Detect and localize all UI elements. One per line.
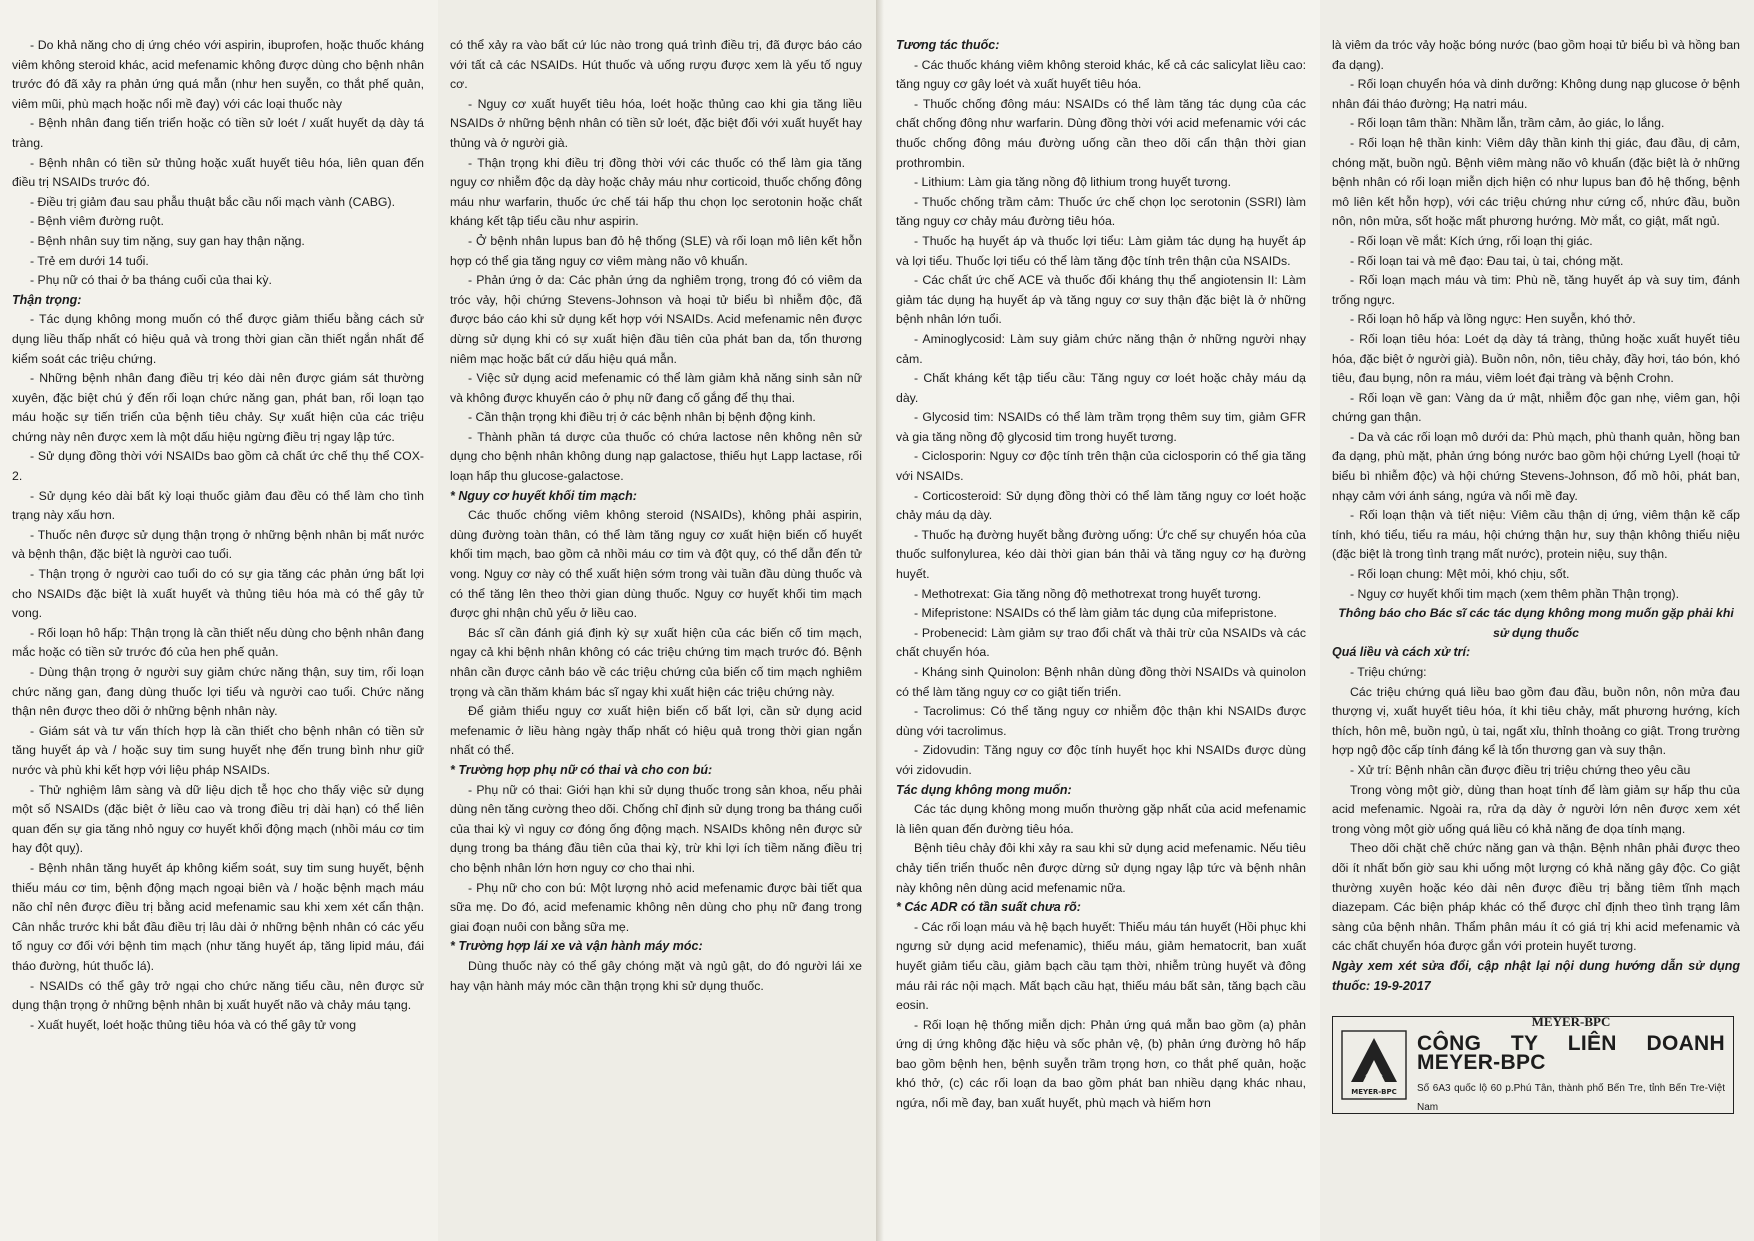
paragraph: - Bệnh nhân đang tiến triển hoặc có tiền sử loét / xuất huyết dạ dày tá tràng. bbox=[12, 116, 424, 150]
paragraph: - Rối loạn hô hấp: Thận trọng là cần thiết nếu dùng cho bệnh nhân đang mắc hoặc có tiền sử trước đó của hen phế quản. bbox=[12, 625, 424, 660]
paragraph: - Rối loạn tai và mê đạo: Đau tai, ù tai, chóng mặt. bbox=[1350, 253, 1624, 268]
paragraph: - Glycosid tim: NSAIDs có thể làm trầm trọng thêm suy tim, giảm GFR và gia tăng nồng độ glycosid tim trong huyết tương. bbox=[896, 410, 1306, 444]
paragraph: - Ở bệnh nhân lupus ban đỏ hệ thống (SLE) và rối loạn mô liên kết hỗn hợp có thể gia tăng nguy cơ viêm màng não vô khuẩn. bbox=[450, 233, 862, 268]
paragraph: - Nguy cơ huyết khối tim mạch (xem thêm phần Thận trọng). bbox=[1350, 586, 1680, 601]
paragraph: - Nguy cơ xuất huyết tiêu hóa, loét hoặc thủng cao khi gia tăng liều NSAIDs ở những bệnh nhân có tiền sử loét, đặc biệt đối với xuất huyết hay thủng và ở người già. bbox=[450, 96, 862, 150]
paragraph: - Rối loạn mạch máu và tim: Phù nề, tăng huyết áp và suy tim, đánh trống ngực. bbox=[1332, 273, 1740, 307]
paragraph: - Phụ nữ có thai ở ba tháng cuối của thai kỳ. bbox=[30, 273, 272, 288]
paragraph: - Methotrexat: Gia tăng nồng độ methotrexat trong huyết tương. bbox=[914, 586, 1262, 601]
paragraph: - Ciclosporin: Nguy cơ độc tính trên thận của ciclosporin có thể gia tăng với NSAIDs. bbox=[896, 449, 1306, 484]
paragraph: - Chất kháng kết tập tiểu cầu: Tăng nguy cơ loét hoặc chảy máu dạ dày. bbox=[896, 371, 1306, 405]
paragraph: - Rối loạn về gan: Vàng da ứ mật, nhiễm độc gan nhẹ, viêm gan, hội chứng gan thận. bbox=[1332, 390, 1740, 425]
paragraph: - Phụ nữ cho con bú: Một lượng nhỏ acid mefenamic được bài tiết qua sữa mẹ. Do đó, acid mefenamic không nên dùng cho phụ nữ đang trong giai đoạn nuôi con bằng sữa mẹ. bbox=[450, 880, 862, 934]
column-2 bbox=[438, 0, 876, 1241]
paragraph: - Bệnh nhân có tiền sử thủng hoặc xuất huyết tiêu hóa, liên quan đến điều trị NSAIDs trước đó. bbox=[12, 155, 424, 190]
section-heading: * Các ADR có tần suất chưa rõ: bbox=[896, 900, 1081, 915]
paragraph: Bác sĩ cần đánh giá định kỳ sự xuất hiện của các biến cố tim mạch, ngay cả khi bệnh nhân không có các triệu chứng tim mạch trước đó. Bệnh nhân cần được cảnh báo về các triệu chứng của biến cố tim mạch nghiêm trọng và cần thăm khám bác sĩ ngay khi xuất hiện các triệu chứng này. bbox=[450, 625, 862, 699]
paragraph: - Bệnh nhân tăng huyết áp không kiểm soát, suy tim sung huyết, bệnh thiếu máu cơ tim, bệnh động mạch ngoại biên và / hoặc bệnh mạch máu não chỉ nên được điều trị bằng acid mefenamic sau khi xem xét cẩn thận. Cân nhắc trước khi bắt đầu điều trị lâu dài ở những bệnh nhân có các yếu tố nguy cơ đối với bệnh tim mạch (như tăng huyết áp, tăng lipid máu, đái tháo đường, hút thuốc lá). bbox=[12, 860, 424, 973]
paragraph: - Thử nghiệm lâm sàng và dữ liệu dịch tễ học cho thấy việc sử dụng một số NSAIDs (đặc biệt ở liều cao và trong điều trị dài hạn) có thể liên quan đến sự gia tăng nhỏ nguy cơ huyết khối động mạch (nhồi máu cơ tim hay đột quỵ). bbox=[12, 782, 424, 856]
paragraph: - Tác dụng không mong muốn có thể được giảm thiểu bằng cách sử dụng liều thấp nhất có hiệu quả và trong thời gian cần thiết ngắn nhất để kiểm soát các triệu chứng. bbox=[12, 312, 424, 366]
section-heading: Tác dụng không mong muốn: bbox=[896, 782, 1072, 797]
paragraph: - Cần thận trọng khi điều trị ở các bệnh nhân bị bệnh động kinh. bbox=[468, 410, 816, 425]
column-4-text bbox=[1332, 36, 1740, 996]
paragraph: là viêm da tróc vảy hoặc bóng nước (bao gồm hoại tử biểu bì và hồng ban đa dạng). bbox=[1332, 38, 1740, 72]
paragraph: - Tacrolimus: Có thể tăng nguy cơ nhiễm độc thận khi NSAIDs được dùng với tacrolimus. bbox=[896, 704, 1306, 738]
paragraph: - Phụ nữ có thai: Giới hạn khi sử dụng thuốc trong sản khoa, nếu phải dùng nên tăng cường theo dõi. Chống chỉ định sử dụng trong ba tháng cuối của thai kỳ vì nguy cơ đóng ống động mạch. NSAIDs không nên được sử dụng trong ba tháng đầu tiên của thai kỳ, trừ khi lợi ích tiềm năng điều trị cho bệnh nhân lớn hơn nguy cơ cho thai nhi. bbox=[450, 782, 862, 875]
paragraph: - Thận trọng ở người cao tuổi do có sự gia tăng các phản ứng bất lợi cho NSAIDs đặc biệt là xuất huyết và thủng tiêu hóa mà có thể gây tử vong. bbox=[12, 567, 424, 621]
brand-name: MEYER-BPC bbox=[1531, 1014, 1611, 1030]
paragraph: - Xử trí: Bệnh nhân cần được điều trị triệu chứng theo yêu cầu bbox=[1350, 762, 1691, 777]
paragraph: - Các rối loạn máu và hệ bạch huyết: Thiếu máu tán huyết (Hồi phục khi ngưng sử dụng acid mefenamic), thiếu máu, giảm hematocrit, ban xuất huyết giảm tiểu cầu, giảm bạch cầu tạm thời, nhiễm trùng huyết và đông máu rải rác nội mạch. Mất bạch cầu hạt, thiếu máu bất sản, tăng bạch cầu eosin. bbox=[896, 919, 1306, 1013]
paragraph: - Thuốc hạ đường huyết bằng đường uống: Ức chế sự chuyển hóa của thuốc sulfonylurea, kéo dài thời gian bán thải và tăng nguy cơ hạ đường huyết. bbox=[896, 527, 1306, 582]
section-heading: Ngày xem xét sửa đổi, cập nhật lại nội dung hướng dẫn sử dụng thuốc: 19-9-2017 bbox=[1332, 958, 1740, 993]
company-name: CÔNG TY LIÊN DOANH MEYER-BPC bbox=[1417, 1031, 1725, 1075]
paragraph: Để giảm thiểu nguy cơ xuất hiện biến cố bất lợi, cần sử dụng acid mefenamic ở liều hàng ngày thấp nhất có hiệu quả trong thời gian ngắn nhất có thể. bbox=[450, 704, 862, 758]
paragraph: - Aminoglycosid: Làm suy giảm chức năng thận ở những người nhạy cảm. bbox=[896, 331, 1306, 366]
paragraph: - Da và các rối loạn mô dưới da: Phù mạch, phù thanh quản, hồng ban đa dạng, phù mặt, phản ứng bóng nước bao gồm hội chứng Lyell (hoại tử biểu bì nhiễm độc) và hội chứng Stevens-Johnson, đổ mồ hôi, phát ban, nhạy cảm với ánh sáng, ngứa và nổi mề đay. bbox=[1332, 429, 1740, 503]
paragraph: - Kháng sinh Quinolon: Bệnh nhân dùng đồng thời NSAIDs và quinolon có thể làm tăng nguy cơ co giật tiến triển. bbox=[896, 665, 1306, 699]
column-1 bbox=[0, 0, 438, 1241]
section-heading: * Nguy cơ huyết khối tim mạch: bbox=[450, 488, 637, 503]
paragraph: - Sử dụng kéo dài bất kỳ loại thuốc giảm đau đều có thể làm cho tình trạng này xấu hơn. bbox=[12, 488, 424, 523]
paragraph: - NSAIDs có thể gây trở ngại cho chức năng tiểu cầu, nên được sử dụng thận trọng ở những bệnh nhân bị xuất huyết não và chảy máu tạng. bbox=[12, 978, 424, 1013]
paragraph: - Rối loạn hệ thống miễn dịch: Phản ứng quá mẫn bao gồm (a) phản ứng dị ứng không đặc hiệu và sốc phản vệ, (b) phản ứng đường hô hấp bao gồm bệnh hen, bệnh suyễn trầm trọng hơn, co thắt phế quản, hoặc khó thở, (c) các rối loạn da bao gồm phát ban nhiều dạng khác nhau, ngứa, nổi mề đay, ban xuất huyết, phù mạch và hiếm hơn bbox=[896, 1017, 1306, 1111]
paragraph: - Rối loạn về mắt: Kích ứng, rối loạn thị giác. bbox=[1350, 233, 1593, 248]
paragraph: - Phản ứng ở da: Các phản ứng da nghiêm trọng, trong đó có viêm da tróc vảy, hội chứng Stevens-Johnson và hoại tử biểu bì nhiễm độc, đã được báo cáo khi sử dụng kết hợp với NSAIDs. Acid mefenamic nên được dừng sử dụng khi có sự xuất hiện đầu tiên của phát ban da, tổn thương niêm mạc hoặc bất cứ dấu hiệu quá mẫn. bbox=[450, 273, 862, 366]
paragraph: - Rối loạn hệ thần kinh: Viêm dây thần kinh thị giác, đau đầu, dị cảm, chóng mặt, buồn ngủ. Bệnh viêm màng não vô khuẩn (đặc biệt là ở những bệnh nhân có rối loạn miễn dịch hiện có như lupus ban đỏ hệ thống, bệnh mô liên kết hỗn hợp), với các triệu chứng như cứng cổ, nhức đầu, buồn nôn, nôn mửa, sốt hoặc mất phương hướng. Mờ mắt, co giật, mất ngủ. bbox=[1332, 135, 1740, 229]
paragraph: - Xuất huyết, loét hoặc thủng tiêu hóa và có thể gây tử vong bbox=[30, 1017, 357, 1032]
column-3 bbox=[884, 0, 1320, 1241]
paragraph: - Điều trị giảm đau sau phẫu thuật bắc cầu nối mạch vành (CABG). bbox=[30, 194, 395, 209]
paragraph: - Những bệnh nhân đang điều trị kéo dài nên được giám sát thường xuyên, đặc biệt chú ý đến rối loạn chức năng gan, phát ban, rối loạn tạo máu hoặc sự tiến triển của bệnh tiêu chảy. Sự xuất hiện của các triệu chứng này nên được xem là một dấu hiệu ngừng điều trị ngay lập tức. bbox=[12, 371, 424, 444]
paragraph: - Do khả năng cho dị ứng chéo với aspirin, ibuprofen, hoặc thuốc kháng viêm không steroid khác, acid mefenamic không được dùng cho bệnh nhân trước đó đã xảy ra phản ứng quá mẫn (như hen suyễn, co thắt phế quản, viêm mũi, phù mạch hoặc nổi mề đay) với các loại thuốc này bbox=[12, 38, 424, 111]
logo-mark-caption: MEYER-BPC bbox=[1351, 1088, 1397, 1097]
paragraph: - Thành phần tá dược của thuốc có chứa lactose nên không nên sử dụng cho bệnh nhân không dung nạp galactose, thiếu hụt Lapp lactase, rối loạn hấp thu glucose-galactose. bbox=[450, 429, 862, 484]
paragraph: - Dùng thận trọng ở người suy giảm chức năng thận, suy tim, rối loạn chức năng gan, đang dùng thuốc lợi tiểu và người cao tuổi. Chức năng thận nên được theo dõi ở những bệnh nhân này. bbox=[12, 665, 424, 719]
paragraph: Dùng thuốc này có thể gây chóng mặt và ngủ gật, do đó người lái xe hay vận hành máy móc cần thận trọng khi sử dụng thuốc. bbox=[450, 958, 862, 993]
section-heading: Quá liều và cách xử trí: bbox=[1332, 645, 1471, 660]
fold-shadow bbox=[876, 0, 884, 1241]
section-heading: Thận trọng: bbox=[12, 292, 82, 307]
paragraph: Bệnh tiêu chảy đôi khi xảy ra sau khi sử dụng acid mefenamic. Nếu tiêu chảy tiến triển thuốc nên được dừng sử dụng ngay lập tức và bệnh nhân này không nên dùng acid mefenamic nữa. bbox=[896, 841, 1306, 895]
paragraph: Theo dõi chặt chẽ chức năng gan và thận. Bệnh nhân phải được theo dõi ít nhất bốn giờ sau khi uống một lượng có khả năng gây độc. Co giật thường xuyên hoặc kéo dài nên được điều trị bằng tiêm tĩnh mạch diazepam. Các biện pháp khác có thể được chỉ định theo tình trạng lâm sàng của bệnh nhân. Thẩm phân máu ít có giá trị khi acid mefenamic và các chất chuyển hóa được gắn với protein huyết tương. bbox=[1332, 841, 1740, 954]
paragraph: - Rối loạn tiêu hóa: Loét dạ dày tá tràng, thủng hoặc xuất huyết tiêu hóa, đặc biệt ở người già). Buồn nôn, nôn, tiêu chảy, đầy hơi, táo bón, khó tiêu, đau bụng, nôn ra máu, viêm loét đại tràng và bệnh Crohn. bbox=[1332, 331, 1740, 386]
paragraph: - Thuốc hạ huyết áp và thuốc lợi tiểu: Làm giảm tác dụng hạ huyết áp và lợi tiểu. Thuốc lợi tiểu có thể làm tăng độc tính trên thận của NSAIDs. bbox=[896, 233, 1306, 268]
paragraph: - Thuốc chống đông máu: NSAIDs có thể làm tăng tác dụng của các chất chống đông như warfarin. Dùng đồng thời với acid mefenamic với các thuốc chống đông máu đường uống cần theo dõi cẩn thận thời gian prothrombin. bbox=[896, 96, 1306, 170]
company-logo-box bbox=[1332, 1016, 1734, 1114]
paragraph: - Zidovudin: Tăng nguy cơ độc tính huyết học khi NSAIDs được dùng với zidovudin. bbox=[896, 743, 1306, 777]
paragraph: - Triệu chứng: bbox=[1350, 665, 1427, 679]
paragraph: - Rối loạn chuyển hóa và dinh dưỡng: Không dung nạp glucose ở bệnh nhân đái tháo đường; Hạ natri máu. bbox=[1332, 77, 1740, 111]
company-address: Số 6A3 quốc lộ 60 p.Phú Tân, thành phố Bến Tre, tỉnh Bến Tre-Việt Nam bbox=[1417, 1082, 1725, 1114]
paragraph: - Thuốc nên được sử dụng thận trọng ở những bệnh nhân bị mất nước và bệnh thận, đặc biệt là người cao tuổi. bbox=[12, 527, 424, 562]
paragraph: - Rối loạn tâm thần: Nhầm lẫn, trầm cảm, ảo giác, lo lắng. bbox=[1350, 116, 1665, 131]
section-heading: Tương tác thuốc: bbox=[896, 38, 1000, 52]
meyer-bpc-logo-icon bbox=[1341, 1030, 1407, 1100]
paragraph: - Bệnh viêm đường ruột. bbox=[30, 214, 164, 229]
paragraph: - Rối loạn chung: Mệt mỏi, khó chịu, sốt. bbox=[1350, 567, 1570, 582]
paragraph: - Các thuốc kháng viêm không steroid khác, kể cả các salicylat liều cao: tăng nguy cơ gây loét và xuất huyết tiêu hóa. bbox=[896, 57, 1306, 92]
paragraph: - Thận trọng khi điều trị đồng thời với các thuốc có thể làm gia tăng nguy cơ nhiễm độc dạ dày hoặc chảy máu như corticoid, thuốc chống đông máu như warfarin, thuốc ức chế tái hấp thu chọn lọc serotonin hoặc chất kháng kết tập tiểu cầu như aspirin. bbox=[450, 155, 862, 229]
paragraph: - Giám sát và tư vấn thích hợp là cần thiết cho bệnh nhân có tiền sử tăng huyết áp và / hoặc suy tim sung huyết nhẹ đến trung bình như giữ nước và phù khi kết hợp với liệu pháp NSAIDs. bbox=[12, 723, 424, 777]
section-heading: * Trường hợp lái xe và vận hành máy móc: bbox=[450, 939, 703, 954]
column-4 bbox=[1320, 0, 1754, 1241]
notice-line: Thông báo cho Bác sĩ các tác dụng không mong muốn gặp phải khi sử dụng thuốc bbox=[1338, 606, 1734, 640]
paragraph: - Bệnh nhân suy tim nặng, suy gan hay thận nặng. bbox=[30, 233, 305, 248]
paragraph: Trong vòng một giờ, dùng than hoạt tính để làm giảm sự hấp thu của acid mefenamic. Ngoài ra, rửa dạ dày ở người lớn nên được xem xét trong vòng một giờ uống quá liều có khả năng đe dọa tính mạng. bbox=[1332, 782, 1740, 836]
paragraph: - Việc sử dụng acid mefenamic có thể làm giảm khả năng sinh sản nữ và không được khuyến cáo ở phụ nữ đang cố gắng để thụ thai. bbox=[450, 371, 862, 405]
paragraph: Các thuốc chống viêm không steroid (NSAIDs), không phải aspirin, dùng đường toàn thân, có thể làm tăng nguy cơ xuất hiện biến cố huyết khối tim mạch, bao gồm cả nhồi máu cơ tim và đột quỵ, có thể dẫn đến tử vong. Nguy cơ này có thể xuất hiện sớm trong vài tuần đầu dùng thuốc và có thể tăng lên theo thời gian dùng thuốc. Nguy cơ huyết khối tim mạch được ghi nhận chủ yếu ở liều cao. bbox=[450, 508, 862, 621]
paragraph: - Corticosteroid: Sử dụng đồng thời có thể làm tăng nguy cơ loét hoặc chảy máu dạ dày. bbox=[896, 488, 1306, 523]
paragraph: Các tác dụng không mong muốn thường gặp nhất của acid mefenamic là liên quan đến đường tiêu hóa. bbox=[896, 802, 1306, 836]
paragraph: - Rối loạn hô hấp và lồng ngực: Hen suyễn, khó thở. bbox=[1350, 312, 1636, 327]
paragraph: - Sử dụng đồng thời với NSAIDs bao gồm cả chất ức chế thụ thể COX- 2. bbox=[12, 449, 424, 484]
paragraph: - Thuốc chống trầm cảm: Thuốc ức chế chọn lọc serotonin (SSRI) làm tăng nguy cơ chảy máu đường tiêu hóa. bbox=[896, 194, 1306, 229]
paragraph: - Trẻ em dưới 14 tuổi. bbox=[30, 253, 149, 268]
paragraph: Các triệu chứng quá liều bao gồm đau đầu, buồn nôn, nôn mửa đau thượng vị, xuất huyết tiêu hóa, ít khi tiêu chảy, mất phương hướng, kích thích, hôn mê, buồn ngủ, ù tai, ngất xỉu, thỉnh thoảng co giật. Trong trường hợp ngộ độc cấp tính đáng kể là tổn thương gan và suy thận. bbox=[1332, 684, 1740, 758]
paragraph: - Lithium: Làm gia tăng nồng độ lithium trong huyết tương. bbox=[914, 175, 1232, 190]
paragraph: - Probenecid: Làm giảm sự trao đổi chất và thải trừ của NSAIDs và các chất chuyển hóa. bbox=[896, 625, 1306, 660]
section-heading: * Trường hợp phụ nữ có thai và cho con bú: bbox=[450, 762, 713, 777]
paragraph: có thể xảy ra vào bất cứ lúc nào trong quá trình điều trị, đã được báo cáo với tất cả các NSAIDs. Hút thuốc và uống rượu được xem là yếu tố nguy cơ. bbox=[450, 38, 862, 92]
paragraph: - Rối loạn thận và tiết niệu: Viêm cầu thận dị ứng, viêm thận kẽ cấp tính, khó tiểu, tiểu ra máu, hội chứng thận hư, suy thận không thiểu niệu (đặc biệt là trong tình trạng mất nước), protein niệu, suy thận. bbox=[1332, 508, 1740, 562]
paragraph: - Các chất ức chế ACE và thuốc đối kháng thụ thể angiotensin II: Làm giảm tác dụng hạ huyết áp và tăng nguy cơ suy thận đặc biệt là ở những bệnh nhân lớn tuổi. bbox=[896, 273, 1306, 327]
paragraph: - Mifepristone: NSAIDs có thể làm giảm tác dụng của mifepristone. bbox=[914, 606, 1277, 621]
